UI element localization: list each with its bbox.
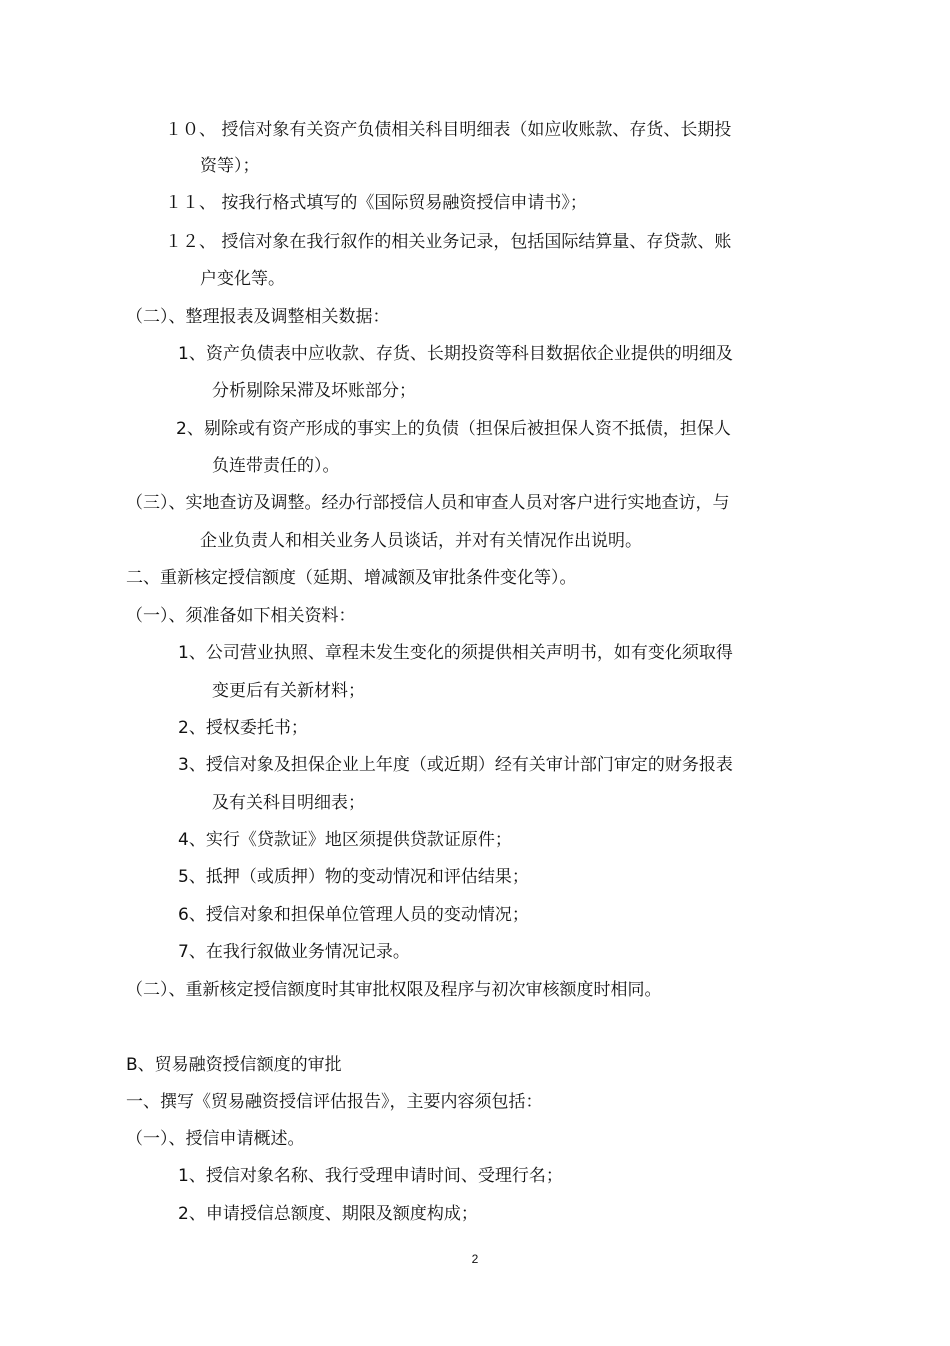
text-line: 企业负责人和相关业务人员谈话，并对有关情况作出说明。 — [200, 531, 642, 551]
text-line: １０、 授信对象有关资产负债相关科目明细表（如应收账款、存货、长期投 — [165, 120, 732, 140]
section-heading: B、贸易融资授信额度的审批 — [126, 1055, 342, 1075]
text-line: 7、在我行叙做业务情况记录。 — [178, 942, 410, 962]
page-number: 2 — [471, 1252, 479, 1266]
text-line: 资等）； — [200, 156, 260, 176]
text-line: １２、 授信对象在我行叙作的相关业务记录，包括国际结算量、存贷款、账 — [165, 232, 732, 252]
section-heading: （二）、重新核定授信额度时其审批权限及程序与初次审核额度时相同。 — [126, 980, 662, 1000]
text-line: 1、授信对象名称、我行受理申请时间、受理行名； — [178, 1166, 563, 1186]
text-line: 变更后有关新材料； — [212, 681, 365, 701]
text-line: 5、抵押（或质押）物的变动情况和评估结果； — [178, 867, 529, 887]
section-heading: （一）、须准备如下相关资料： — [126, 606, 356, 626]
section-heading: （一）、授信申请概述。 — [126, 1129, 305, 1149]
text-line: 2、授权委托书； — [178, 718, 308, 738]
text-line: 及有关科目明细表； — [212, 793, 365, 813]
text-line: 分析剔除呆滞及坏账部分； — [212, 381, 416, 401]
text-line: 1、公司营业执照、章程未发生变化的须提供相关声明书，如有变化须取得 — [178, 643, 733, 663]
section-heading: 一、撰写《贸易融资授信评估报告》，主要内容须包括： — [126, 1092, 543, 1112]
section-heading: 二、重新核定授信额度（延期、增减额及审批条件变化等）。 — [126, 568, 577, 588]
section-heading: （三）、实地查访及调整。经办行部授信人员和审查人员对客户进行实地查访，与 — [126, 493, 730, 513]
text-line: 1、资产负债表中应收款、存货、长期投资等科目数据依企业提供的明细及 — [178, 344, 733, 364]
text-line: 2、剔除或有资产形成的事实上的负债（担保后被担保人资不抵债，担保人 — [176, 419, 731, 439]
section-heading: （二）、整理报表及调整相关数据： — [126, 307, 390, 327]
text-line: 6、授信对象和担保单位管理人员的变动情况； — [178, 905, 529, 925]
text-line: １１、 按我行格式填写的《国际贸易融资授信申请书》； — [165, 193, 587, 213]
text-line: 3、授信对象及担保企业上年度（或近期）经有关审计部门审定的财务报表 — [178, 755, 733, 775]
text-line: 户变化等。 — [200, 269, 285, 289]
text-line: 4、实行《贷款证》地区须提供贷款证原件； — [178, 830, 512, 850]
text-line: 负连带责任的）。 — [212, 456, 340, 476]
text-line: 2、申请授信总额度、期限及额度构成； — [178, 1204, 478, 1224]
